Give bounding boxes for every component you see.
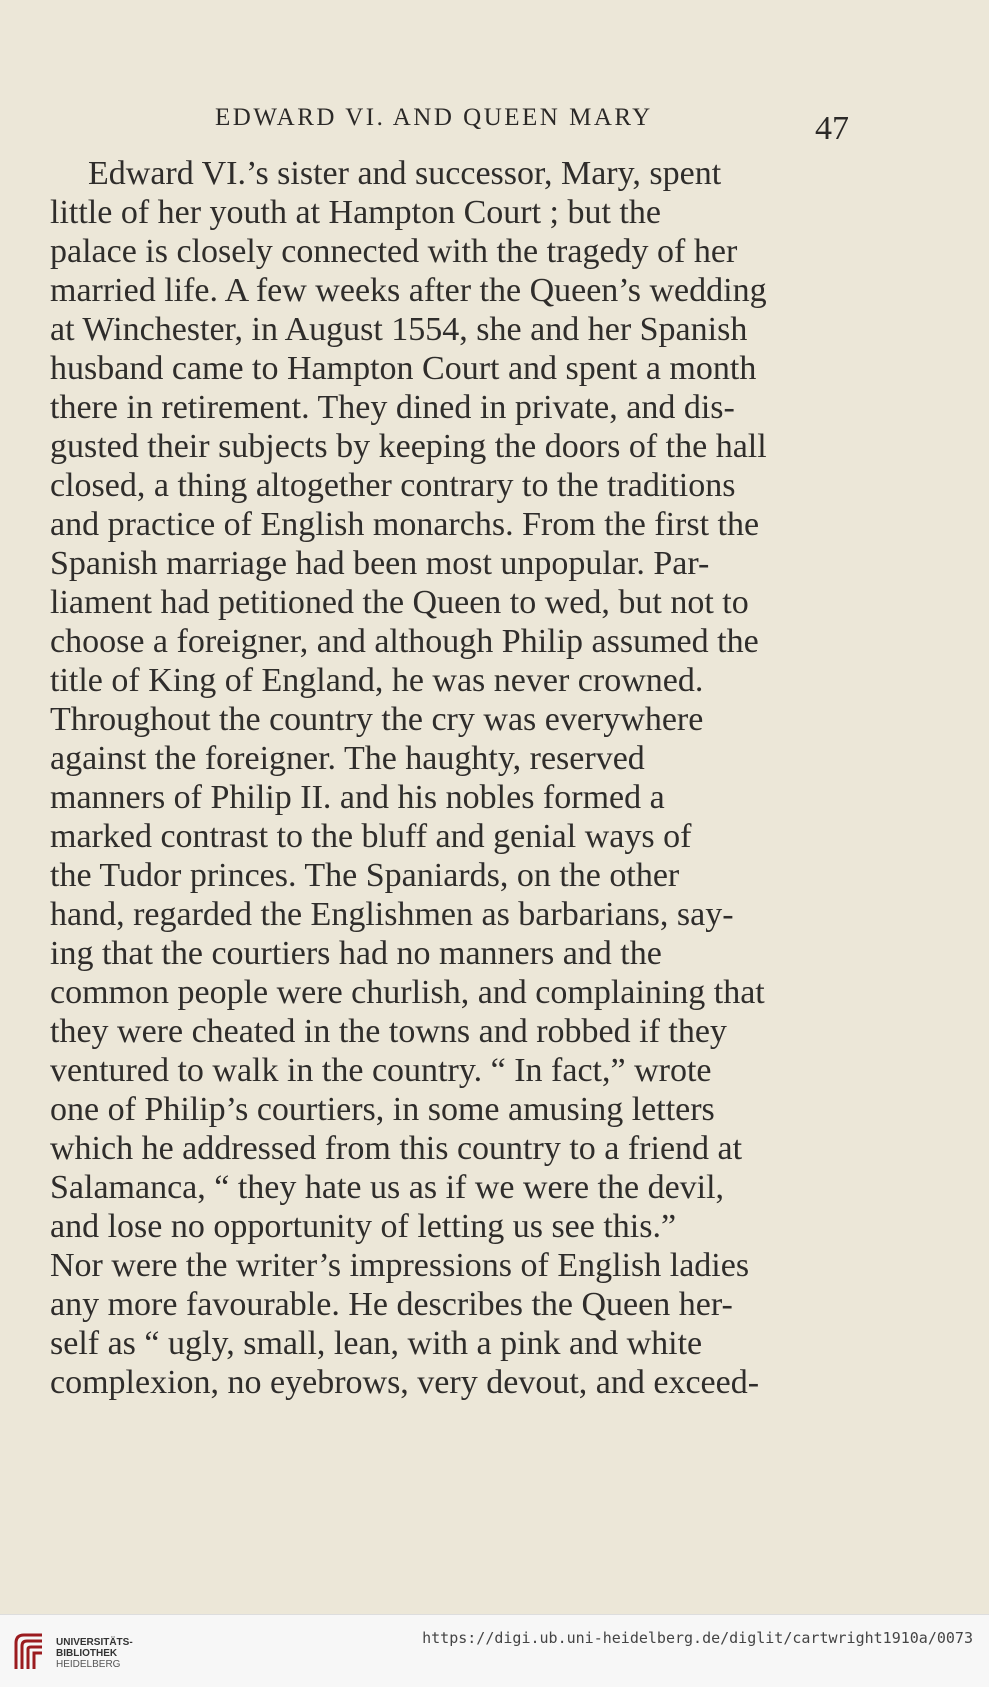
text-line: marked contrast to the bluff and genial ways of (50, 818, 692, 855)
text-line: any more favourable. He describes the Queen her- (50, 1286, 733, 1323)
text-line: common people were churlish, and complaining that (50, 974, 765, 1011)
text-line: manners of Philip II. and his nobles formed a (50, 779, 665, 816)
text-line: ing that the courtiers had no manners and the (50, 935, 662, 972)
text-line: title of King of England, he was never crowned. (50, 662, 704, 699)
text-line: little of her youth at Hampton Court ; but the (50, 194, 661, 231)
text-line: they were cheated in the towns and robbed if they (50, 1013, 727, 1050)
text-line: palace is closely connected with the tragedy of her (50, 233, 738, 270)
library-name-line: BIBLIOTHEK (56, 1648, 118, 1659)
text-line: at Winchester, in August 1554, she and her Spanish (50, 311, 748, 348)
source-url-link[interactable]: https://digi.ub.uni-heidelberg.de/diglit/cartwright1910a/0073 (422, 1629, 973, 1647)
text-line: the Tudor princes. The Spaniards, on the other (50, 857, 680, 894)
text-line: self as “ ugly, small, lean, with a pink and white (50, 1325, 703, 1362)
text-line: Spanish marriage had been most unpopular. Par- (50, 545, 710, 582)
library-name-line: UNIVERSITÄTS- (56, 1637, 133, 1648)
text-line: which he addressed from this country to a friend at (50, 1130, 743, 1167)
library-name-line: HEIDELBERG (56, 1659, 121, 1670)
running-head: EDWARD VI. AND QUEEN MARY (215, 104, 653, 131)
university-library-logo-icon[interactable] (12, 1629, 48, 1673)
text-line: there in retirement. They dined in private, and dis- (50, 389, 735, 426)
text-line: and practice of English monarchs. From the first the (50, 506, 760, 543)
text-line: gusted their subjects by keeping the doors of the hall (50, 428, 767, 465)
text-line: Salamanca, “ they hate us as if we were the devil, (50, 1169, 725, 1206)
text-line: and lose no opportunity of letting us see this.” (50, 1208, 677, 1245)
text-line: ventured to walk in the country. “ In fact,” wrote (50, 1052, 712, 1089)
text-line: complexion, no eyebrows, very devout, and exceed- (50, 1364, 760, 1401)
text-line: Edward VI.’s sister and successor, Mary, spent (88, 155, 722, 192)
text-line: against the foreigner. The haughty, reserved (50, 740, 645, 777)
text-line: Nor were the writer’s impressions of English ladies (50, 1247, 750, 1284)
text-line: Throughout the country the cry was everywhere (50, 701, 704, 738)
viewer-footer (0, 1614, 989, 1687)
text-line: husband came to Hampton Court and spent a month (50, 350, 757, 387)
text-line: hand, regarded the Englishmen as barbarians, say- (50, 896, 734, 933)
text-line: choose a foreigner, and although Philip assumed the (50, 623, 759, 660)
text-line: one of Philip’s courtiers, in some amusing letters (50, 1091, 715, 1128)
text-line: married life. A few weeks after the Queen’s wedding (50, 272, 767, 309)
library-name (56, 1637, 133, 1670)
text-line: closed, a thing altogether contrary to the traditions (50, 467, 736, 504)
text-line: liament had petitioned the Queen to wed, but not to (50, 584, 749, 621)
page-number: 47 (815, 110, 849, 147)
